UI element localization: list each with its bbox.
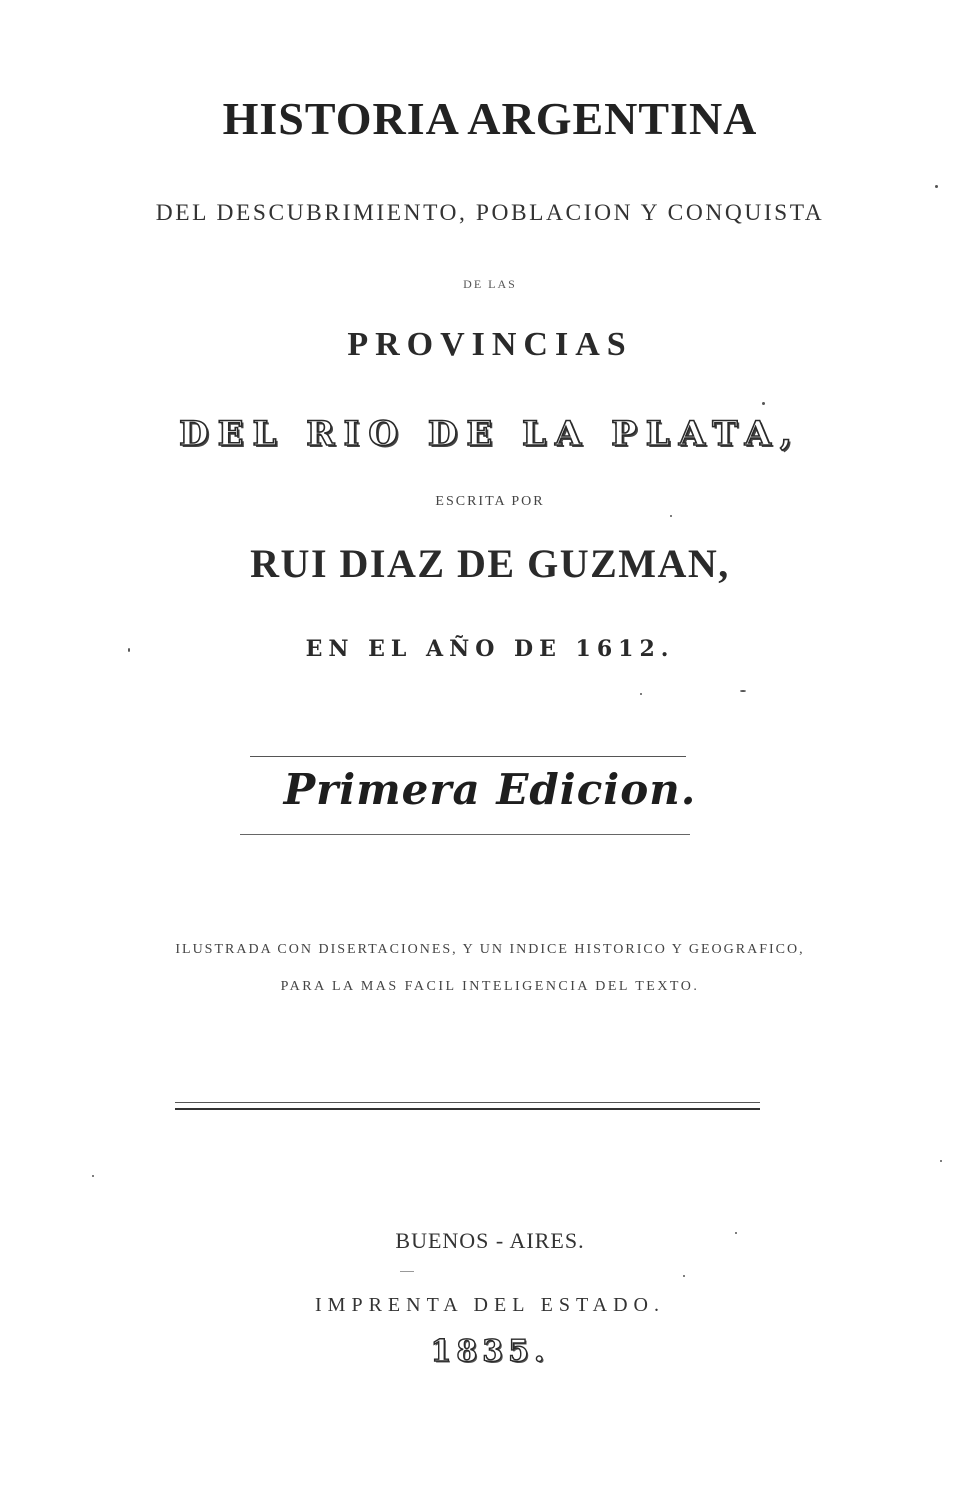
writing-year: EN EL AÑO DE 1612. <box>305 636 675 662</box>
small-dash-rule <box>400 1271 414 1272</box>
escrita-por-label: ESCRITA POR <box>435 494 545 509</box>
double-rule-thick <box>175 1108 760 1110</box>
paper-speck <box>683 1275 685 1277</box>
illustrated-note-line-1: ILUSTRADA CON DISERTACIONES, Y UN INDICE HISTORICO Y GEOGRAFICO, <box>175 942 805 957</box>
edition-label: Primera Edicion. <box>283 765 697 814</box>
paper-speck <box>740 690 746 692</box>
paper-speck <box>762 402 765 405</box>
paper-speck <box>640 693 642 695</box>
publication-year: 1835. <box>430 1334 550 1369</box>
book-subtitle: DEL DESCUBRIMIENTO, POBLACION Y CONQUISTA <box>155 200 825 225</box>
paper-speck <box>940 1160 942 1162</box>
divider-rule-bottom <box>240 834 690 835</box>
provincias-heading: PROVINCIAS <box>347 326 633 363</box>
paper-speck <box>935 185 938 188</box>
connector-de-las: DE LAS <box>463 277 517 291</box>
imprint-city: BUENOS - AIRES. <box>395 1228 585 1253</box>
imprint-printer: IMPRENTA DEL ESTADO. <box>315 1294 665 1316</box>
illustrated-note-line-2: PARA LA MAS FACIL INTELIGENCIA DEL TEXTO. <box>280 979 700 994</box>
paper-speck <box>670 515 672 517</box>
divider-rule-top <box>250 756 686 757</box>
paper-speck <box>735 1232 737 1234</box>
paper-speck <box>128 648 130 652</box>
paper-speck <box>92 1175 94 1177</box>
book-title: HISTORIA ARGENTINA <box>222 93 758 144</box>
author-name: RUI DIAZ DE GUZMAN, <box>250 541 730 586</box>
double-rule-thin <box>175 1102 760 1103</box>
rio-de-la-plata-heading: DEL RIO DE LA PLATA, <box>179 414 801 454</box>
